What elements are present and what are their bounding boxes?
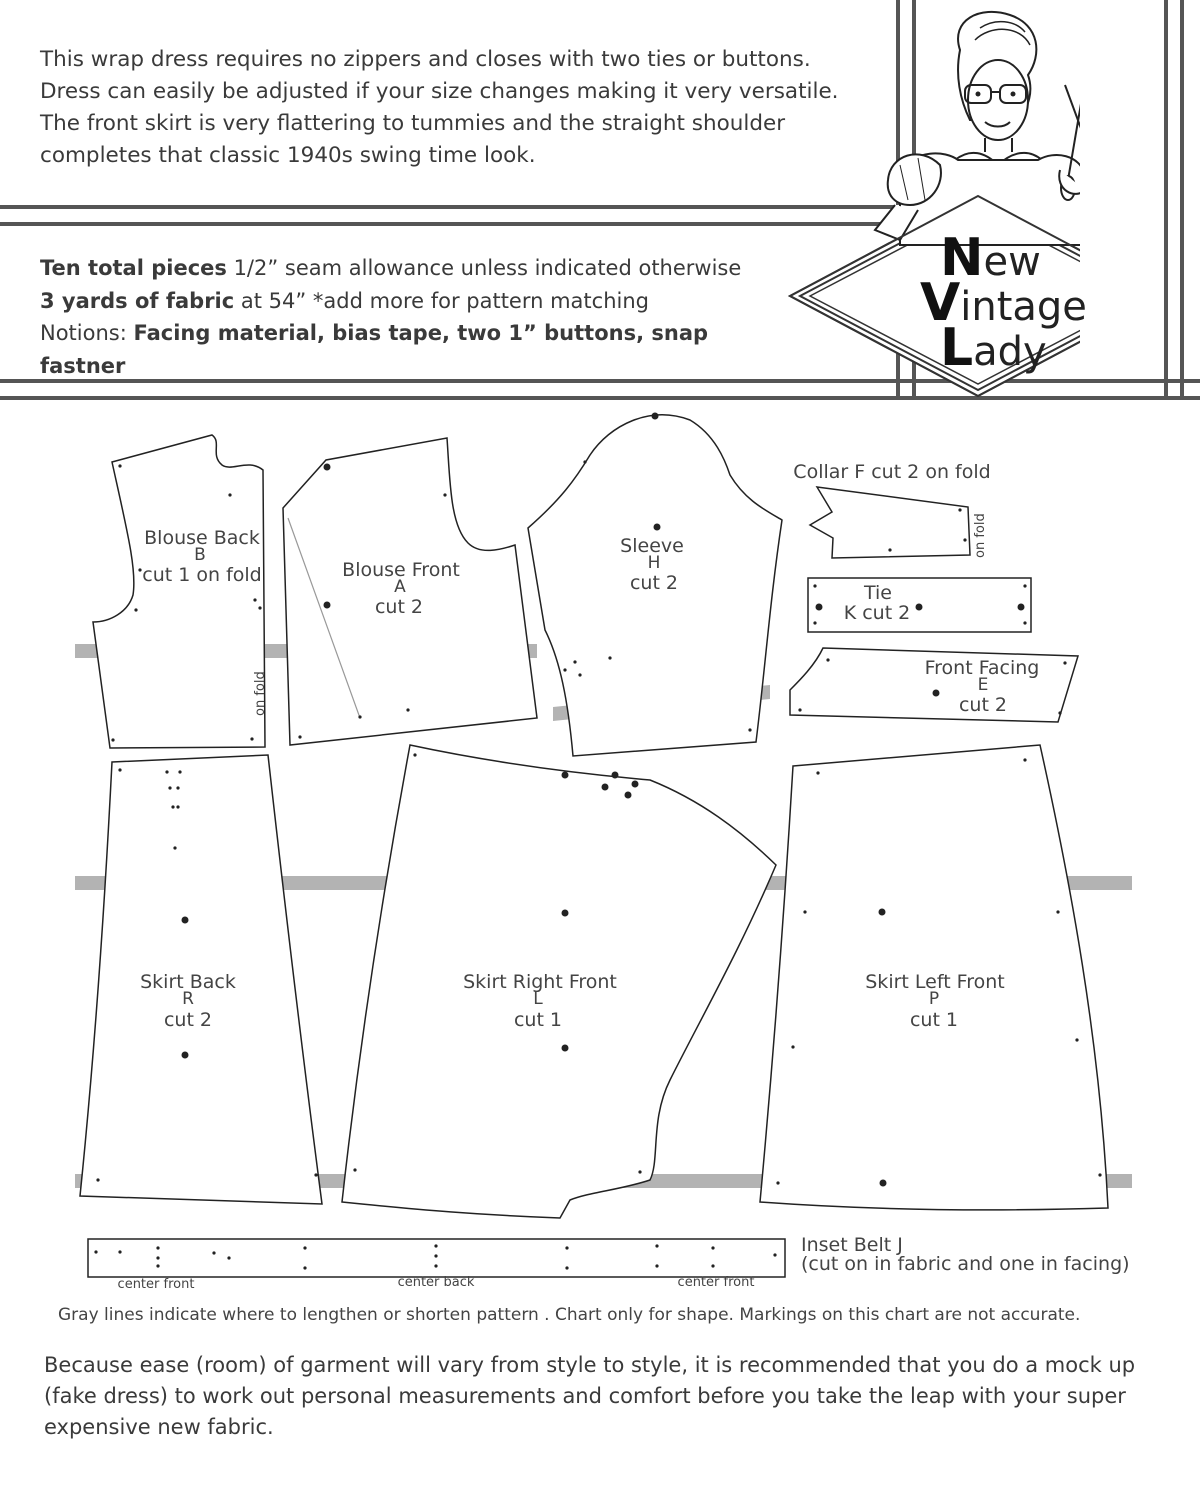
tie-cut: K cut 2 xyxy=(843,602,911,624)
ease-paragraph: Because ease (room) of garment will vary from style to style, it is recommended that you do a mock up (fake dress) to work out personal measurements and comfort before you take the leap with your super expensive new fabric. xyxy=(44,1353,1136,1439)
skirt-right-front-cut: cut 1 xyxy=(513,1009,563,1031)
front-facing-code: E xyxy=(977,675,989,695)
blouse-back-cut: cut 1 on fold xyxy=(142,564,262,586)
collar-label: Collar F cut 2 on fold xyxy=(793,461,991,483)
skirt-left-front-cut: cut 1 xyxy=(909,1009,959,1031)
skirt-back-label: Skirt Back xyxy=(140,971,236,993)
collar-piece xyxy=(810,487,970,558)
logo-rest-2: intage xyxy=(960,284,1087,330)
sleeve-cut: cut 2 xyxy=(629,572,679,594)
front-facing-cut: cut 2 xyxy=(958,694,1008,716)
blouse-back-piece xyxy=(93,435,265,748)
blouse-front-label: Blouse Front xyxy=(342,559,460,581)
belt-mark-center-front-1: center front xyxy=(117,1277,195,1292)
chart-note: Gray lines indicate where to lengthen or shorten pattern . Chart only for shape. Markings on this chart are not accurate. xyxy=(58,1305,1081,1325)
logo-rest-3: ady xyxy=(973,329,1047,375)
frame-line-1 xyxy=(0,205,895,209)
front-facing-label: Front Facing xyxy=(924,657,1040,679)
belt-mark-center-back: center back xyxy=(397,1275,475,1290)
intro-line-3: The front skirt is very flattering to tummies and the straight shoulder xyxy=(40,111,786,136)
pattern-chart xyxy=(0,400,1200,1300)
notions-line xyxy=(40,317,800,382)
skirt-right-front-code: L xyxy=(533,989,543,1009)
requirements xyxy=(40,252,800,382)
skirt-back-cut: cut 2 xyxy=(163,1009,213,1031)
fabric-rest: at 54” *add more for pattern matching xyxy=(234,288,649,313)
blouse-back-code: B xyxy=(194,545,206,565)
logo-cap-n: N xyxy=(940,228,984,288)
tie-label: Tie xyxy=(864,582,892,604)
logo-cap-l: L xyxy=(940,318,974,378)
inset-belt-note: (cut on in fabric and one in facing) xyxy=(801,1253,1130,1275)
sleeve-label: Sleeve xyxy=(620,535,684,557)
skirt-left-front-label: Skirt Left Front xyxy=(865,971,1005,993)
frame-line-2 xyxy=(0,222,880,226)
inset-belt-label: Inset Belt J xyxy=(801,1234,903,1256)
sleeve-code: H xyxy=(647,553,661,573)
logo-rest-1: ew xyxy=(983,239,1041,285)
intro-text xyxy=(40,44,870,172)
notions-bold: Facing material, bias tape, two 1” buttons, snap fastner xyxy=(40,321,709,378)
belt-mark-center-front-2: center front xyxy=(677,1275,755,1290)
fabric-line xyxy=(40,285,800,318)
intro-line-1: This wrap dress requires no zippers and closes with two ties or buttons. xyxy=(40,47,811,72)
intro-line-4: completes that classic 1940s swing time look. xyxy=(40,143,536,168)
intro-line-2: Dress can easily be adjusted if your size changes making it very versatile. xyxy=(40,79,839,104)
notions-label: Notions: xyxy=(40,321,134,345)
logo-line-3 xyxy=(940,318,1047,378)
fabric-bold: 3 yards of fabric xyxy=(40,288,235,313)
frame-vline-3 xyxy=(1164,0,1168,400)
blouse-back-label: Blouse Back xyxy=(144,527,260,549)
skirt-left-front-code: P xyxy=(928,989,940,1009)
skirt-right-front-label: Skirt Right Front xyxy=(463,971,617,993)
pieces-line xyxy=(40,252,800,285)
pieces-bold: Ten total pieces xyxy=(40,256,227,280)
blouse-front-cut: cut 2 xyxy=(374,596,424,618)
blouse-front-piece xyxy=(283,438,537,745)
frame-vline-4 xyxy=(1180,0,1184,400)
on-fold-collar: on fold xyxy=(973,513,988,558)
logo-cap-v: V xyxy=(920,273,961,333)
skirt-back-code: R xyxy=(182,989,194,1009)
blouse-front-code: A xyxy=(394,577,406,597)
pieces-rest: 1/2” seam allowance unless indicated otherwise xyxy=(226,256,742,280)
on-fold-back: on fold xyxy=(253,671,268,716)
